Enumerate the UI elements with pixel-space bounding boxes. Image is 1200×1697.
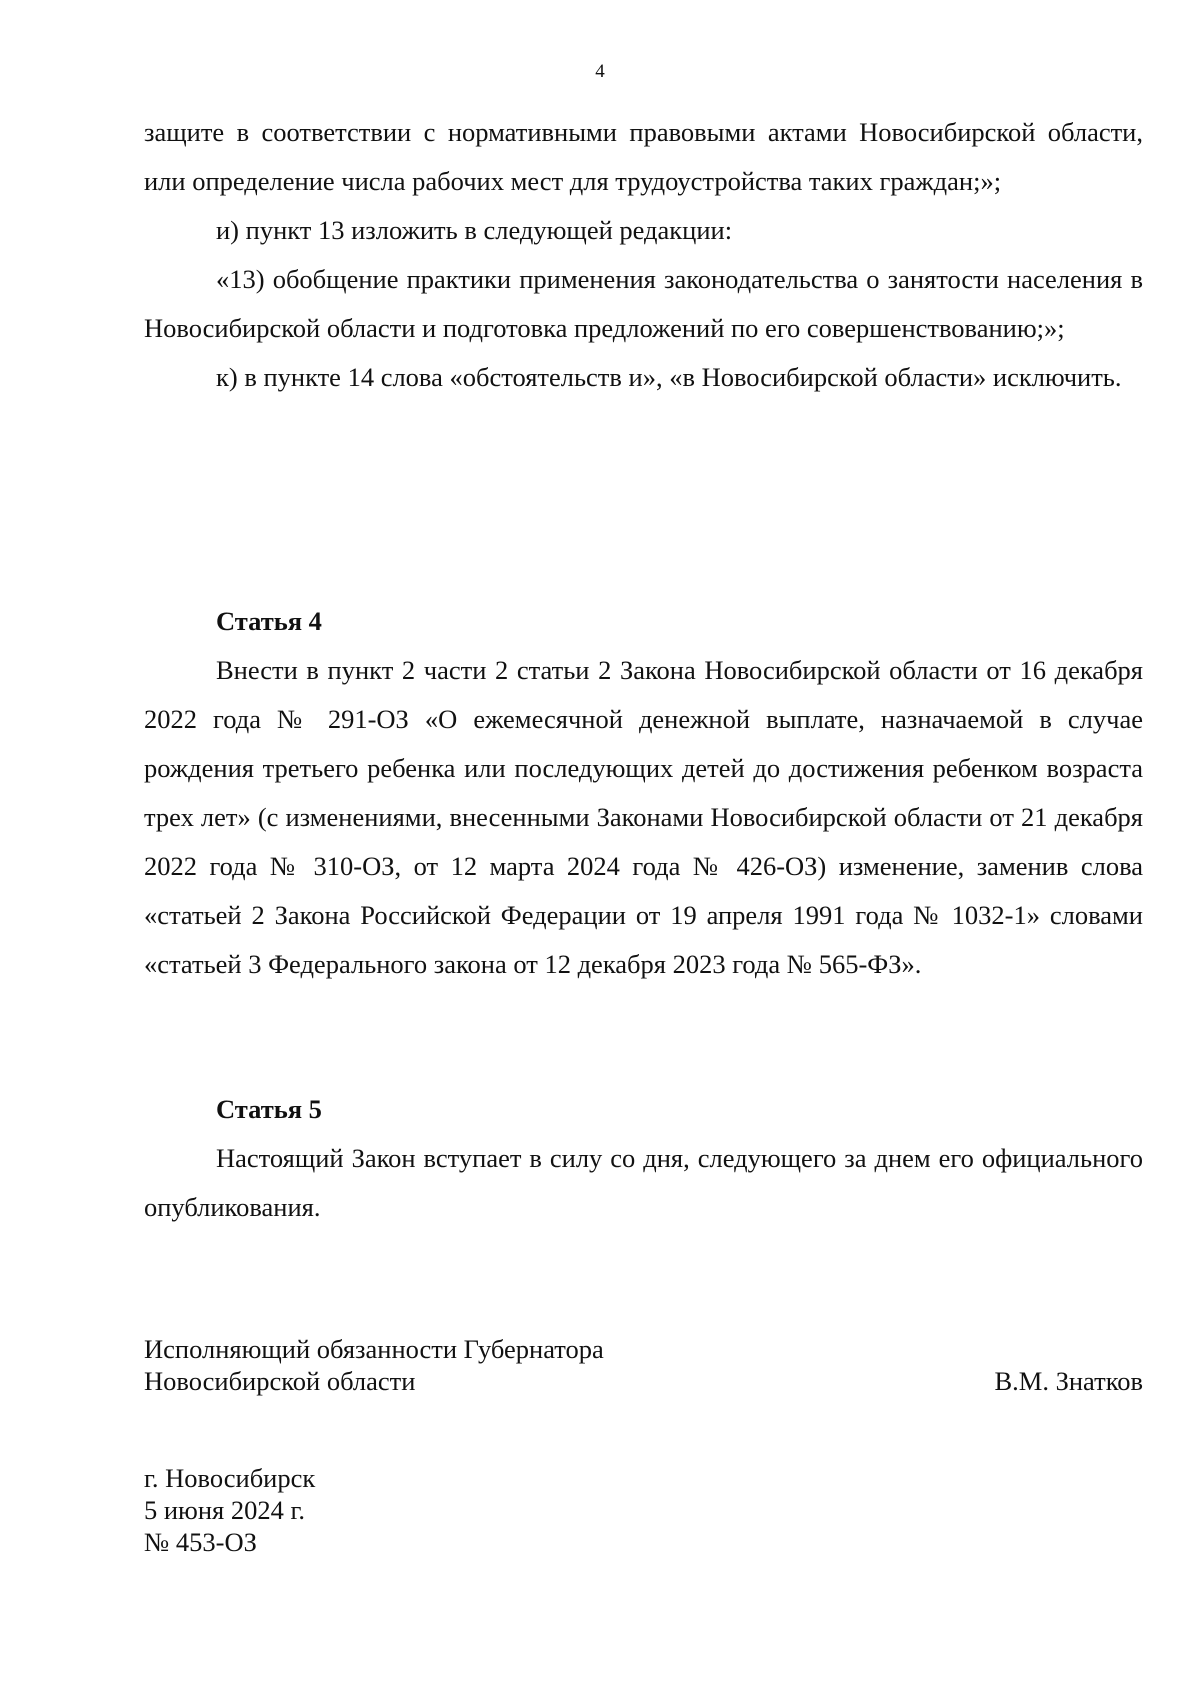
- article-4-title: Статья 4: [216, 606, 322, 636]
- article-4-section: [144, 597, 1143, 989]
- signature-block: [144, 1333, 1143, 1397]
- amendments-section: [144, 108, 1143, 402]
- article-5-section: [144, 1085, 1143, 1232]
- article-5-title: Статья 5: [216, 1094, 322, 1124]
- paragraph-item-i: и) пункт 13 изложить в следующей редакции:: [216, 215, 733, 245]
- city: г. Новосибирск: [144, 1463, 316, 1493]
- page-number: 4: [595, 61, 605, 82]
- signatory-title-line-1: Исполняющий обязанности Губернатора: [144, 1334, 604, 1364]
- law-number: № 453-ОЗ: [144, 1527, 257, 1557]
- paragraph-item-k: к) в пункте 14 слова «обстоятельств и», «в Новосибирской области» исключить.: [216, 362, 1122, 392]
- signatory-title-line-2: Новосибирской области: [144, 1366, 416, 1396]
- law-details: [144, 1462, 315, 1558]
- paragraph-item-13: «13) обобщение практики применения законодательства о занятости населения в Новосибирской области и подготовка предложений по его совершенствованию;»;: [144, 264, 1143, 343]
- article-5-text: Настоящий Закон вступает в силу со дня, следующего за днем его официального опубликования.: [144, 1143, 1143, 1222]
- law-date: 5 июня 2024 г.: [144, 1495, 305, 1525]
- article-4-text: Внести в пункт 2 части 2 статьи 2 Закона Новосибирской области от 16 декабря 2022 года № 291-ОЗ «О ежемесячной денежной выплате, назначаемой в случае рождения третьего ребенка или последующих детей до достижения ребенком возраста трех лет» (с изменениями, внесенными Законами Новосибирской области от 21 декабря 2022 года № 310-ОЗ, от 12 марта 2024 года № 426-ОЗ) изменение, заменив слова «статьей 2 Закона Российской Федерации от 19 апреля 1991 года № 1032-1» словами «статьей 3 Федерального закона от 12 декабря 2023 года № 565-ФЗ».: [144, 655, 1143, 979]
- paragraph-continuation: защите в соответствии с нормативными правовыми актами Новосибирской области, или определение числа рабочих мест для трудоустройства таких граждан;»;: [144, 117, 1143, 196]
- signatory-name: В.М. Знатков: [994, 1366, 1143, 1396]
